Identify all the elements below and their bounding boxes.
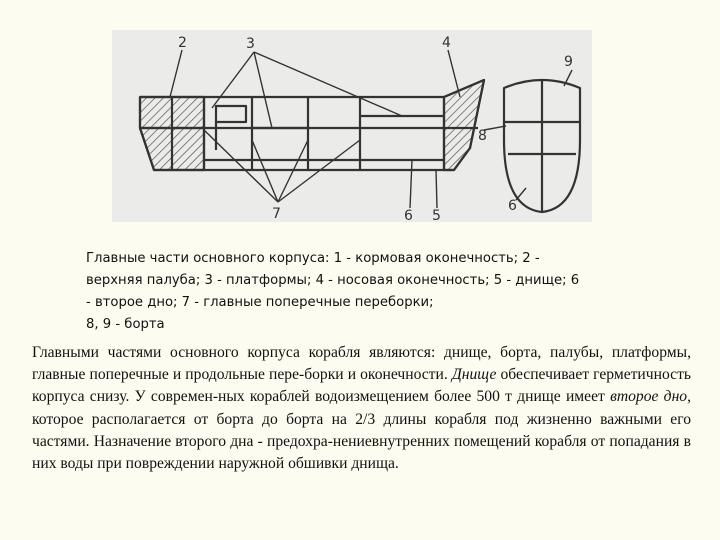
hull-diagram-svg <box>112 30 592 222</box>
hull-diagram <box>112 30 592 222</box>
leader-5 <box>436 170 437 208</box>
body-italic-bottom: Днище <box>451 366 497 384</box>
leader-6 <box>410 160 412 208</box>
leader-8 <box>484 126 506 130</box>
label-8: 8 <box>478 128 487 144</box>
label-7: 7 <box>272 206 281 222</box>
caption-line-2: верхняя палуба; 3 - платформы; 4 - носовая оконечность; 5 - днище; 6 <box>86 273 580 288</box>
leader-3b <box>254 52 272 128</box>
label-6a: 6 <box>508 198 517 214</box>
leader-7a <box>204 130 278 202</box>
platform-box <box>216 106 246 122</box>
body-italic-second-bottom: второе дно, <box>610 388 691 406</box>
label-3: 3 <box>246 36 255 52</box>
figure-caption <box>86 248 646 336</box>
leader-3c <box>254 52 402 116</box>
body-text-part-1: Главными частями основного корпуса корабля являются: днище, борта, палубы, платформы, главные поперечные и продольные пере-борки и оконечности. <box>32 344 691 384</box>
body-text-part-2: обеспечивает герметичность корпуса снизу. У современ-ных кораблей водоизмещением более 500 т днище имеет <box>32 366 691 406</box>
label-2: 2 <box>178 35 187 51</box>
label-9: 9 <box>564 54 573 70</box>
label-6b: 6 <box>404 208 413 222</box>
leader-6b <box>516 188 526 200</box>
leader-3a <box>212 52 254 108</box>
body-paragraph <box>32 342 691 475</box>
label-5: 5 <box>432 208 441 222</box>
caption-line-3: - второе дно; 7 - главные поперечные переборки; <box>86 295 434 310</box>
body-text-part-3: которое располагается от борта до борта на 2/3 длины корабля под жизненно важными его частями. Назначение второго дна - предохра-нениевнутренних помещений корабля от попадания в них воды при повреждении наружной обшивки днища. <box>32 410 691 473</box>
label-4: 4 <box>442 35 451 51</box>
leader-4 <box>448 50 460 97</box>
caption-line-4: 8, 9 - борта <box>86 317 165 332</box>
leader-2 <box>170 50 182 97</box>
caption-line-1: Главные части основного корпуса: 1 - кормовая оконечность; 2 - <box>86 251 540 266</box>
